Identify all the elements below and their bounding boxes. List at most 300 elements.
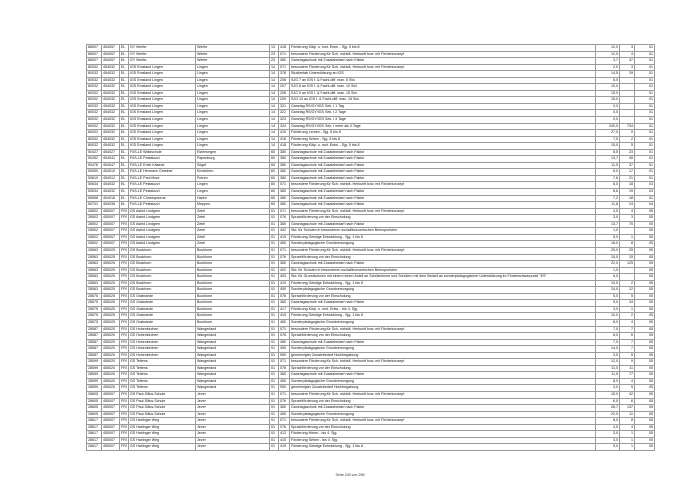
cell-school-code: 454041: [102, 156, 120, 163]
cell-description: Ganztagsschule mit Zusatzbedarf nach Faktor: [290, 372, 596, 379]
cell-school-name: IGS Emsland Lingen: [129, 64, 196, 71]
cell-school-form: 23: [270, 58, 279, 65]
cell-hours: 15,0: [596, 254, 620, 261]
cell-hours: 2,0: [596, 64, 620, 71]
cell-school-number: 28617: [87, 418, 102, 425]
cell-school-number: 50634: [87, 182, 102, 189]
cell-town: Werlte: [196, 58, 270, 65]
cell-school-number: 80032: [87, 84, 102, 91]
cell-school-number: 28587: [87, 352, 102, 359]
cell-hours: 15,0: [596, 391, 620, 398]
cell-key: 076: [279, 365, 290, 372]
cell-key: 076: [279, 333, 290, 340]
cell-hours: 7,0: [596, 339, 620, 346]
cell-description: SJG 8 an IGS f. & Fachl-diff. max. 10 Std.: [290, 84, 596, 91]
cell-town: Bockhorn: [196, 293, 270, 300]
cell-description: besondere Förderung für Sch. nichtdt. Herkunft bzw. mit Förderkonzept: [290, 391, 596, 398]
cell-school-code: 454032: [102, 84, 120, 91]
cell-description: Sonderpädagogische Grundversorgung: [290, 378, 596, 385]
cell-count: 24: [620, 202, 635, 209]
cell-school-name: GS Astrid Lindgren: [129, 215, 196, 222]
cell-school-form: 01: [270, 398, 279, 405]
cell-code: 01: [635, 58, 655, 65]
cell-school-name: GS Paul-Sillus-Schule: [129, 391, 196, 398]
cell-description: Ganztagsschule mit Zusatzbedarf nach Faktor: [290, 405, 596, 412]
cell-school-number: 50452: [87, 156, 102, 163]
cell-town: Lingen: [196, 110, 270, 117]
cell-count: 4: [620, 424, 635, 431]
cell-code: 05: [635, 405, 655, 412]
cell-school-number: 28502: [87, 208, 102, 215]
cell-hours: 11,8: [596, 202, 620, 209]
cell-district: FRI: [120, 398, 129, 405]
cell-code: 05: [635, 391, 655, 398]
cell-school-code: 455025: [102, 293, 120, 300]
cell-school-form: 14: [270, 64, 279, 71]
cell-district: EL: [120, 149, 129, 156]
cell-school-number: 28502: [87, 241, 102, 248]
cell-town: Bockhorn: [196, 274, 270, 281]
cell-town: Lingen: [196, 182, 270, 189]
cell-count: 2: [620, 313, 635, 320]
cell-count: 9: [620, 130, 635, 137]
cell-district: FRI: [120, 352, 129, 359]
cell-school-code: 455007: [102, 398, 120, 405]
cell-school-number: 28563: [87, 267, 102, 274]
cell-school-code: 455020: [102, 339, 120, 346]
cell-school-number: 28587: [87, 339, 102, 346]
cell-description: Ganztagsschule mit Zusatzbedarf nach Faktor: [290, 300, 596, 307]
cell-count: 1: [620, 306, 635, 313]
cell-key: 071: [279, 418, 290, 425]
cell-school-number: 68007: [87, 58, 102, 65]
cell-school-code: 455007: [102, 424, 120, 431]
cell-code: 01: [635, 143, 655, 150]
cell-code: 01: [635, 156, 655, 163]
cell-school-number: 28563: [87, 261, 102, 268]
cell-school-code: 454032: [102, 117, 120, 124]
cell-school-code: 454027: [102, 149, 120, 156]
cell-town: Wangerland: [196, 365, 270, 372]
table-body: [87, 45, 655, 451]
cell-district: FRI: [120, 411, 129, 418]
cell-school-form: 01: [270, 306, 279, 313]
cell-town: Zetel: [196, 221, 270, 228]
cell-town: Lingen: [196, 136, 270, 143]
cell-code: 05: [635, 437, 655, 444]
cell-school-code: 454032: [102, 97, 120, 104]
cell-district: EL: [120, 45, 129, 52]
cell-hours: 0,0: [596, 117, 620, 124]
cell-code: 05: [635, 333, 655, 340]
cell-hours: 3,0: [596, 431, 620, 438]
cell-school-number: 50610: [87, 175, 102, 182]
cell-school-form: 14: [270, 84, 279, 91]
cell-key: 450: [279, 378, 290, 385]
cell-district: FRI: [120, 359, 129, 366]
cell-description: Förderung Hören - bis 4. Sjg.: [290, 431, 596, 438]
cell-town: Wangerland: [196, 359, 270, 366]
cell-school-number: 28563: [87, 280, 102, 287]
cell-district: FRI: [120, 234, 129, 241]
cell-count: 42: [620, 391, 635, 398]
cell-key: 071: [279, 182, 290, 189]
cell-key: 380: [279, 175, 290, 182]
cell-district: FRI: [120, 372, 129, 379]
cell-school-name: GS Astrid Lindgren: [129, 228, 196, 235]
cell-key: 380: [279, 261, 290, 268]
cell-school-form: 14: [270, 77, 279, 84]
cell-school-number: 50701: [87, 202, 102, 209]
cell-key: 071: [279, 359, 290, 366]
cell-description: Studientab Unterstützung an IGS: [290, 71, 596, 78]
cell-description: besondere Förderung für Sch. nichtdt. Herkunft bzw. mit Förderkonzept: [290, 64, 596, 71]
cell-school-name: GY Werlte: [129, 51, 196, 58]
cell-school-name: GS Harlinger Weg: [129, 424, 196, 431]
cell-count: 2: [620, 280, 635, 287]
cell-school-code: 455007: [102, 437, 120, 444]
cell-key: 380: [279, 372, 290, 379]
cell-school-code: 455025: [102, 287, 120, 294]
cell-school-number: 28599: [87, 365, 102, 372]
cell-code: 05: [635, 208, 655, 215]
cell-count: 2: [620, 136, 635, 143]
cell-school-name: GS Harlinger Weg: [129, 444, 196, 451]
cell-key: 950: [279, 385, 290, 392]
cell-school-number: 28502: [87, 215, 102, 222]
cell-key: 950: [279, 352, 290, 359]
cell-key: 380: [279, 195, 290, 202]
cell-school-name: FöS-LE Pestalozzi: [129, 156, 196, 163]
cell-description: Förderung Lernen - Sjg. 5 bis 8: [290, 130, 596, 137]
cell-school-number: 80032: [87, 90, 102, 97]
cell-school-form: 14: [270, 117, 279, 124]
cell-district: FRI: [120, 391, 129, 398]
cell-hours: 14,0: [596, 346, 620, 353]
cell-school-code: 455025: [102, 319, 120, 326]
cell-district: FRI: [120, 274, 129, 281]
cell-town: Wangerland: [196, 339, 270, 346]
cell-count: 7: [620, 339, 635, 346]
cell-description: Ganztagsschule mit Zusatzbedarf nach Faktor: [290, 221, 596, 228]
cell-school-name: IGS Emsland Lingen: [129, 143, 196, 150]
cell-description: besondere Förderung für Sch. nichtdt. Herkunft bzw. mit Förderkonzept: [290, 326, 596, 333]
cell-description: Förderung Geistige Entwicklung - Sjg. 1 bis 8: [290, 280, 596, 287]
cell-description: Ganztagsschule mit Zusatzbedarf nach Faktor: [290, 189, 596, 196]
cell-school-name: GS Astrid Lindgren: [129, 241, 196, 248]
cell-school-name: GS Astrid Lindgren: [129, 234, 196, 241]
cell-town: Wangerland: [196, 378, 270, 385]
cell-district: EL: [120, 182, 129, 189]
cell-school-form: 01: [270, 365, 279, 372]
cell-school-code: 454032: [102, 182, 120, 189]
cell-description: Sonderpädagogische Grundversorgung: [290, 287, 596, 294]
cell-district: EL: [120, 71, 129, 78]
cell-town: Zetel: [196, 215, 270, 222]
cell-code: 05: [635, 352, 655, 359]
cell-district: FRI: [120, 339, 129, 346]
cell-key: 209: [279, 97, 290, 104]
cell-count: 5: [620, 352, 635, 359]
cell-description: Sprachförderung vor der Einschulung: [290, 293, 596, 300]
cell-town: Meppen: [196, 202, 270, 209]
cell-description: Förderung Geistige Entwicklung - Sjg. 1 bis 8: [290, 313, 596, 320]
cell-code: 01: [635, 84, 655, 91]
cell-school-form: 01: [270, 313, 279, 320]
cell-school-number: 50427: [87, 149, 102, 156]
cell-school-form: 14: [270, 130, 279, 137]
cell-key: 450: [279, 411, 290, 418]
cell-district: FRI: [120, 300, 129, 307]
cell-school-number: 80032: [87, 103, 102, 110]
cell-district: EL: [120, 51, 129, 58]
cell-school-number: 28575: [87, 300, 102, 307]
cell-hours: 6,0: [596, 333, 620, 340]
cell-school-code: 455025: [102, 313, 120, 320]
cell-count: 34: [620, 300, 635, 307]
cell-description: besondere Förderung für Sch. nichtdt. Herkunft bzw. mit Förderkonzept: [290, 418, 596, 425]
cell-description: Sonderpädagogische Grundversorgung: [290, 411, 596, 418]
cell-school-name: GS Grabstede: [129, 293, 196, 300]
cell-school-form: 14: [270, 71, 279, 78]
cell-description: genehmigter Zusatzbedarf Hochbegabung: [290, 385, 596, 392]
cell-school-code: 455007: [102, 241, 120, 248]
data-table: [86, 44, 655, 451]
cell-school-form: 01: [270, 234, 279, 241]
cell-description: Sprachförderung vor der Einschulung: [290, 398, 596, 405]
cell-description: Sprachförderung vor der Einschulung: [290, 215, 596, 222]
cell-school-form: 01: [270, 228, 279, 235]
cell-school-number: 28599: [87, 378, 102, 385]
cell-key: 416: [279, 136, 290, 143]
cell-school-number: 28599: [87, 385, 102, 392]
cell-count: 21: [620, 175, 635, 182]
cell-key: 380: [279, 221, 290, 228]
cell-hours: 3,0: [596, 437, 620, 444]
cell-count: 7: [620, 346, 635, 353]
cell-code: 01: [635, 136, 655, 143]
cell-school-form: 01: [270, 391, 279, 398]
cell-school-number: 28617: [87, 444, 102, 451]
cell-hours: 11,5: [596, 162, 620, 169]
table-row: [87, 444, 655, 451]
cell-count: 47: [620, 58, 635, 65]
cell-school-code: 454047: [102, 162, 120, 169]
cell-school-form: 60: [270, 162, 279, 169]
cell-town: Lingen: [196, 130, 270, 137]
cell-town: Jever: [196, 411, 270, 418]
cell-description: Sprachförderung vor der Einschulung: [290, 254, 596, 261]
cell-hours: 10,0: [596, 313, 620, 320]
cell-hours: 3,7: [596, 58, 620, 65]
cell-school-code: 454010: [102, 169, 120, 176]
cell-code: 01: [635, 195, 655, 202]
cell-school-code: 455025: [102, 247, 120, 254]
cell-hours: 8,0: [596, 418, 620, 425]
cell-school-form: 14: [270, 136, 279, 143]
cell-count: 1: [620, 431, 635, 438]
cell-description: Sprachförderung vor der Einschulung: [290, 424, 596, 431]
cell-school-form: 01: [270, 378, 279, 385]
cell-school-name: GS Astrid Lindgren: [129, 221, 196, 228]
cell-count: 70: [620, 221, 635, 228]
cell-hours: 7,0: [596, 136, 620, 143]
cell-hours: 15,0: [596, 97, 620, 104]
cell-town: Lingen: [196, 189, 270, 196]
cell-hours: 24,0: [596, 287, 620, 294]
cell-school-number: 68007: [87, 45, 102, 52]
cell-school-number: 80032: [87, 123, 102, 130]
cell-code: 05: [635, 346, 655, 353]
cell-school-code: 455007: [102, 418, 120, 425]
cell-town: Bockhorn: [196, 247, 270, 254]
cell-school-number: 50658: [87, 195, 102, 202]
cell-school-form: 60: [270, 169, 279, 176]
cell-town: Jever: [196, 391, 270, 398]
cell-description: Std. für Schulen in besonderen sozialökonomischen Brennpunkten: [290, 228, 596, 235]
cell-hours: 12,0: [596, 359, 620, 366]
cell-school-code: 455007: [102, 444, 120, 451]
cell-code: 05: [635, 254, 655, 261]
cell-school-form: 01: [270, 247, 279, 254]
cell-district: EL: [120, 136, 129, 143]
cell-description: Ganztagsschule mit Zusatzbedarf nach Faktor: [290, 195, 596, 202]
cell-school-form: 01: [270, 326, 279, 333]
cell-district: EL: [120, 84, 129, 91]
cell-school-number: 28502: [87, 234, 102, 241]
cell-school-number: 80032: [87, 97, 102, 104]
cell-count: 3: [620, 64, 635, 71]
cell-district: EL: [120, 195, 129, 202]
cell-school-name: GS Hohenkirchen: [129, 346, 196, 353]
cell-school-name: GS Tettens: [129, 372, 196, 379]
cell-hours: 15,0: [596, 143, 620, 150]
cell-town: Werlte: [196, 45, 270, 52]
cell-school-form: 13: [270, 45, 279, 52]
cell-description: Sonderpädagogische Grundversorgung: [290, 346, 596, 353]
cell-school-form: 01: [270, 405, 279, 412]
cell-school-form: 14: [270, 143, 279, 150]
cell-school-code: 455025: [102, 274, 120, 281]
cell-code: 01: [635, 45, 655, 52]
cell-school-code: 454018: [102, 195, 120, 202]
cell-town: Freren: [196, 175, 270, 182]
cell-district: EL: [120, 64, 129, 71]
cell-district: FRI: [120, 313, 129, 320]
cell-district: FRI: [120, 228, 129, 235]
cell-description: Sprachförderung vor der Einschulung: [290, 333, 596, 340]
cell-school-number: 80032: [87, 110, 102, 117]
cell-count: 4: [620, 208, 635, 215]
cell-code: 01: [635, 103, 655, 110]
cell-school-name: FöS-LE Pestalozzi: [129, 189, 196, 196]
cell-school-form: 01: [270, 333, 279, 340]
cell-school-form: 01: [270, 215, 279, 222]
cell-school-code: 454032: [102, 110, 120, 117]
cell-town: Werlte: [196, 51, 270, 58]
cell-school-number: 28587: [87, 333, 102, 340]
cell-key: 323: [279, 117, 290, 124]
cell-count: 1: [620, 234, 635, 241]
cell-code: 05: [635, 385, 655, 392]
cell-school-form: 14: [270, 123, 279, 130]
cell-code: 05: [635, 267, 655, 274]
cell-school-name: IGS Emsland Lingen: [129, 123, 196, 130]
cell-district: EL: [120, 162, 129, 169]
cell-key: 076: [279, 293, 290, 300]
cell-hours: 3,0: [596, 215, 620, 222]
cell-town: Lingen: [196, 71, 270, 78]
cell-town: Lingen: [196, 117, 270, 124]
cell-hours: 7,2: [596, 195, 620, 202]
cell-town: Zetel: [196, 208, 270, 215]
cell-key: 402: [279, 228, 290, 235]
cell-count: 25: [620, 247, 635, 254]
cell-key: 450: [279, 287, 290, 294]
cell-hours: 6,0: [596, 274, 620, 281]
cell-school-number: 28617: [87, 424, 102, 431]
cell-school-name: GS Bockhorn: [129, 274, 196, 281]
cell-key: 380: [279, 300, 290, 307]
cell-code: 01: [635, 51, 655, 58]
cell-key: 380: [279, 169, 290, 176]
cell-school-name: IGS Emsland Lingen: [129, 84, 196, 91]
cell-hours: 8,6: [596, 189, 620, 196]
cell-town: Jever: [196, 398, 270, 405]
cell-hours: 7,6: [596, 175, 620, 182]
cell-school-code: 455020: [102, 372, 120, 379]
cell-key: 071: [279, 391, 290, 398]
cell-school-code: 455020: [102, 346, 120, 353]
cell-hours: 26,7: [596, 405, 620, 412]
cell-school-number: 28617: [87, 431, 102, 438]
cell-school-number: 28575: [87, 319, 102, 326]
cell-hours: 0,0: [596, 110, 620, 117]
cell-school-form: 01: [270, 346, 279, 353]
cell-district: FRI: [120, 346, 129, 353]
cell-hours: 8,0: [596, 378, 620, 385]
cell-key: 410: [279, 130, 290, 137]
cell-hours: 8,0: [596, 319, 620, 326]
cell-school-form: 60: [270, 202, 279, 209]
cell-description: Sonderpädagogische Grundversorgung: [290, 241, 596, 248]
cell-code: 05: [635, 424, 655, 431]
cell-school-number: 28575: [87, 313, 102, 320]
cell-district: EL: [120, 123, 129, 130]
cell-school-name: GS Harlinger Weg: [129, 431, 196, 438]
cell-town: Bockhorn: [196, 287, 270, 294]
cell-count: 4: [620, 51, 635, 58]
cell-code: 05: [635, 313, 655, 320]
cell-school-name: FöS-LE Pestalozzi: [129, 202, 196, 209]
cell-count: 5: [620, 293, 635, 300]
cell-town: Bockhorn: [196, 261, 270, 268]
cell-school-name: FöS-LE Erich Kästner: [129, 162, 196, 169]
cell-school-form: 01: [270, 280, 279, 287]
cell-school-form: 01: [270, 372, 279, 379]
cell-school-number: 50634: [87, 189, 102, 196]
cell-school-code: 454032: [102, 143, 120, 150]
cell-school-code: 455007: [102, 234, 120, 241]
cell-description: Ganztag RS/GY/IGS Sek. I mehr als 3 Tage: [290, 123, 596, 130]
cell-code: 05: [635, 221, 655, 228]
cell-key: 418: [279, 143, 290, 150]
cell-code: 01: [635, 97, 655, 104]
cell-key: 450: [279, 319, 290, 326]
cell-school-number: 28599: [87, 372, 102, 379]
cell-code: 05: [635, 378, 655, 385]
cell-town: Lingen: [196, 90, 270, 97]
